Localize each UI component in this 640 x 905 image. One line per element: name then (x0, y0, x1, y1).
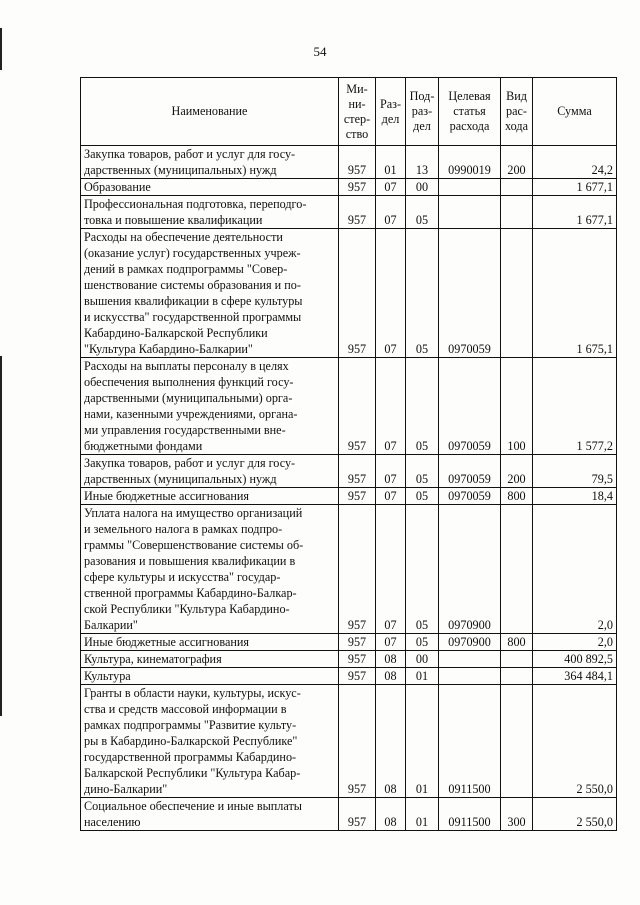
row-target (439, 651, 501, 668)
table-row (81, 455, 617, 488)
row-subsection: 01 (406, 668, 439, 685)
row-type (501, 229, 533, 358)
row-target: 0911500 (439, 798, 501, 831)
row-ministry: 957 (339, 668, 376, 685)
header-sum: Сумма (533, 78, 617, 146)
row-section: 08 (376, 651, 406, 668)
row-ministry: 957 (339, 455, 376, 488)
row-name: Закупка товаров, работ и услуг для госу- дарственных (муниципальных) нужд (81, 455, 339, 488)
row-ministry: 957 (339, 146, 376, 179)
row-type: 200 (501, 455, 533, 488)
row-name: Расходы на выплаты персоналу в целях обеспечения выполнения функций госу- дарственными (муниципальными) орга- нами, казенными учреждениями, органа- ми управления государственными вне- бюджетными фондами (81, 358, 339, 455)
row-type (501, 685, 533, 798)
header-section: Раз- дел (376, 78, 406, 146)
row-subsection: 05 (406, 358, 439, 455)
row-sum: 1 677,1 (533, 179, 617, 196)
row-section: 07 (376, 229, 406, 358)
table-row (81, 798, 617, 831)
margin-mark-top (0, 28, 2, 70)
row-subsection: 01 (406, 798, 439, 831)
row-section: 08 (376, 685, 406, 798)
row-subsection: 05 (406, 505, 439, 634)
table-row (81, 668, 617, 685)
header-name: Наименование (81, 78, 339, 146)
row-subsection: 00 (406, 179, 439, 196)
row-name: Иные бюджетные ассигнования (81, 634, 339, 651)
table-row (81, 196, 617, 229)
row-type (501, 668, 533, 685)
table-row (81, 358, 617, 455)
table-row (81, 488, 617, 505)
row-name: Расходы на обеспечение деятельности (оказание услуг) государственных учреж- дений в рамках подпрограммы "Совер- шенствование системы образования и по- вышения квалификации в сфере культуры и искусства" государственной программы Кабардино-Балкарской Республики "Культура Кабардино-Балкарии" (81, 229, 339, 358)
row-ministry: 957 (339, 798, 376, 831)
row-target: 0911500 (439, 685, 501, 798)
row-ministry: 957 (339, 358, 376, 455)
row-ministry: 957 (339, 505, 376, 634)
row-ministry: 957 (339, 685, 376, 798)
table-row (81, 685, 617, 798)
row-target: 0970900 (439, 505, 501, 634)
row-type (501, 651, 533, 668)
row-sum: 2,0 (533, 505, 617, 634)
table-row (81, 505, 617, 634)
row-type (501, 179, 533, 196)
row-subsection: 05 (406, 488, 439, 505)
row-target: 0970059 (439, 488, 501, 505)
row-section: 07 (376, 358, 406, 455)
row-target: 0970900 (439, 634, 501, 651)
row-type: 800 (501, 634, 533, 651)
row-name: Культура (81, 668, 339, 685)
table-row (81, 146, 617, 179)
row-type: 800 (501, 488, 533, 505)
header-subsection: Под- раз- дел (406, 78, 439, 146)
row-sum: 24,2 (533, 146, 617, 179)
row-subsection: 05 (406, 634, 439, 651)
row-sum: 2 550,0 (533, 798, 617, 831)
page-number: 54 (313, 44, 327, 59)
row-name: Культура, кинематография (81, 651, 339, 668)
header-target: Целевая статья расхода (439, 78, 501, 146)
row-target: 0990019 (439, 146, 501, 179)
row-name: Социальное обеспечение и иные выплаты населению (81, 798, 339, 831)
row-name: Иные бюджетные ассигнования (81, 488, 339, 505)
row-target: 0970059 (439, 229, 501, 358)
row-type (501, 196, 533, 229)
row-type (501, 505, 533, 634)
row-target: 0970059 (439, 455, 501, 488)
row-ministry: 957 (339, 196, 376, 229)
row-section: 07 (376, 455, 406, 488)
margin-mark-bottom (0, 356, 2, 716)
row-ministry: 957 (339, 179, 376, 196)
row-name: Профессиональная подготовка, переподго- товка и повышение квалификации (81, 196, 339, 229)
row-type: 100 (501, 358, 533, 455)
row-section: 07 (376, 505, 406, 634)
table-header-row (81, 78, 617, 146)
row-type: 300 (501, 798, 533, 831)
row-sum: 1 675,1 (533, 229, 617, 358)
row-subsection: 01 (406, 685, 439, 798)
row-section: 08 (376, 798, 406, 831)
row-name: Гранты в области науки, культуры, искус- ства и средств массовой информации в рамках подпрограммы "Развитие культу- ры в Кабардино-Балкарской Республике" государственной программы Кабардино- Балкарской Республики "Культура Кабар- дино-Балкарии" (81, 685, 339, 798)
table-row (81, 179, 617, 196)
row-name: Закупка товаров, работ и услуг для госу- дарственных (муниципальных) нужд (81, 146, 339, 179)
row-sum: 79,5 (533, 455, 617, 488)
row-section: 07 (376, 179, 406, 196)
row-sum: 18,4 (533, 488, 617, 505)
budget-table (80, 77, 617, 831)
row-section: 01 (376, 146, 406, 179)
row-target: 0970059 (439, 358, 501, 455)
row-sum: 400 892,5 (533, 651, 617, 668)
row-sum: 1 577,2 (533, 358, 617, 455)
table-row (81, 634, 617, 651)
row-name: Уплата налога на имущество организаций и земельного налога в рамках подпро- граммы "Совершенствование системы об- разования и повышения квалификации в сфере культуры и искусства" государ- ственной программы Кабардино-Балкар- ской Республики "Культура Кабардино- Балкарии" (81, 505, 339, 634)
header-type: Вид рас- хода (501, 78, 533, 146)
row-ministry: 957 (339, 651, 376, 668)
row-target (439, 668, 501, 685)
row-target (439, 179, 501, 196)
table-row (81, 229, 617, 358)
row-sum: 2,0 (533, 634, 617, 651)
row-ministry: 957 (339, 488, 376, 505)
row-subsection: 05 (406, 196, 439, 229)
table-row (81, 651, 617, 668)
row-name: Образование (81, 179, 339, 196)
row-section: 07 (376, 634, 406, 651)
row-sum: 2 550,0 (533, 685, 617, 798)
header-ministry: Ми- ни- стер- ство (339, 78, 376, 146)
row-subsection: 00 (406, 651, 439, 668)
row-subsection: 13 (406, 146, 439, 179)
row-sum: 1 677,1 (533, 196, 617, 229)
row-type: 200 (501, 146, 533, 179)
row-ministry: 957 (339, 229, 376, 358)
row-subsection: 05 (406, 229, 439, 358)
row-target (439, 196, 501, 229)
row-ministry: 957 (339, 634, 376, 651)
row-section: 08 (376, 668, 406, 685)
row-section: 07 (376, 196, 406, 229)
row-sum: 364 484,1 (533, 668, 617, 685)
row-section: 07 (376, 488, 406, 505)
row-subsection: 05 (406, 455, 439, 488)
